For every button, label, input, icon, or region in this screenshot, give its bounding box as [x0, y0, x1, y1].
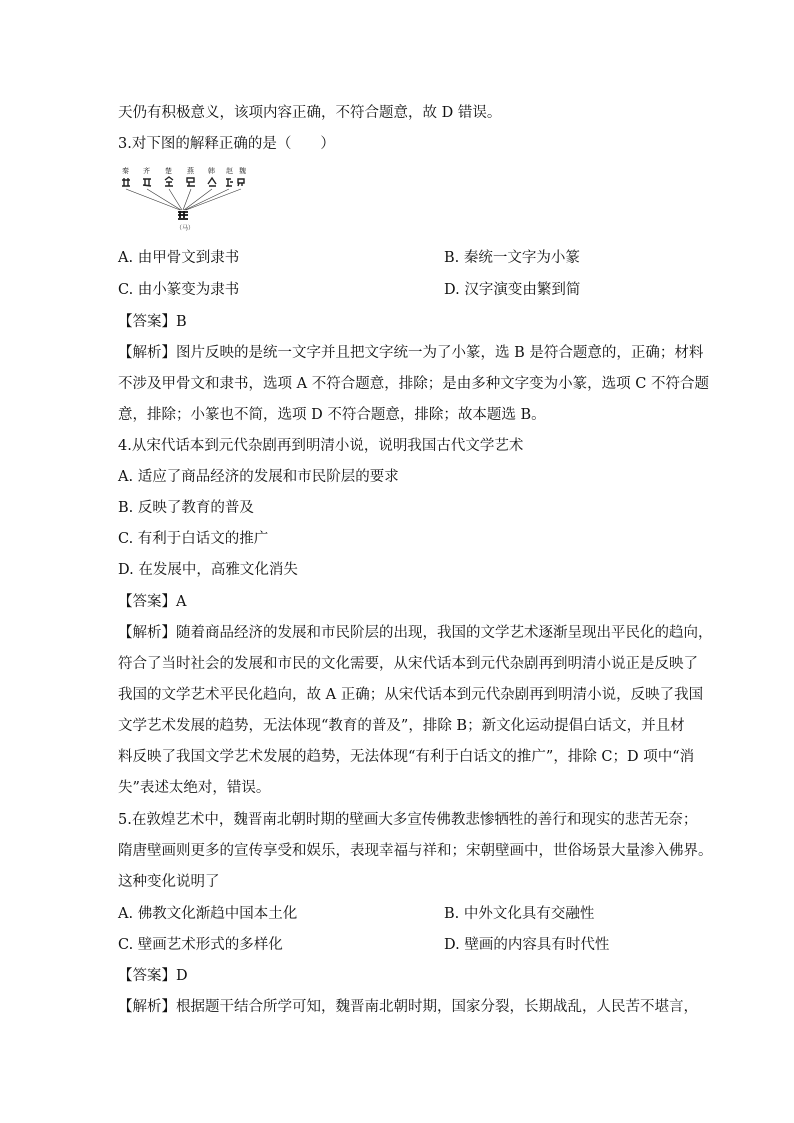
q3-explanation: 【解析】图片反映的是统一文字并且把文字统一为了小篆，选 B 是符合题意的，正确；材料: [118, 345, 704, 361]
q4-option-b: B. 反映了教育的普及: [118, 500, 254, 516]
state-label: 楚: [165, 167, 172, 175]
line-l0: 天仍有积极意义，该项内容正确，不符合题意，故 D 错误。: [118, 105, 502, 121]
q3-option-b: B. 秦统一文字为小篆: [444, 250, 580, 266]
q3-explanation: 意，排除；小篆也不简，选项 D 不符合题意，排除；故本题选 B。: [118, 407, 546, 423]
q4-explanation: 文学艺术发展的趋势，无法体现“教育的普及”，排除 B；新文化运动提倡白话文，并且材: [118, 718, 685, 734]
question-3: 3.对下图的解释正确的是（ ）: [118, 136, 335, 152]
q4-explanation: 我国的文学艺术平民化趋向，故 A 正确；从宋代话本到元代杂剧再到明清小说，反映了我国: [118, 687, 704, 703]
q3-option-a: A. 由甲骨文到隶书: [118, 250, 240, 266]
state-label: 齐: [143, 167, 150, 175]
state-label: 赵: [226, 167, 233, 175]
q4-option-d: D. 在发展中，高雅文化消失: [118, 562, 298, 578]
question-5: 5.在敦煌艺术中，魏晋南北朝时期的壁画大多宣传佛教悲惨牺牲的善行和现实的悲苦无奈；: [118, 812, 698, 828]
q5-option-b: B. 中外文化具有交融性: [444, 906, 595, 922]
q3-answer: 【答案】B: [118, 314, 187, 330]
ancient-horse-glyphs: [122, 177, 244, 186]
q5-answer: 【答案】D: [118, 968, 188, 984]
horse-character-figure: [118, 164, 248, 234]
q4-explanation: 符合了当时社会的发展和市民的文化需要，从宋代话本到元代杂剧再到明清小说正是反映了: [118, 656, 698, 672]
q5-option-a: A. 佛教文化渐趋中国本土化: [118, 906, 298, 922]
q5-option-c: C. 壁画艺术形式的多样化: [118, 937, 283, 953]
state-label: 魏: [239, 167, 246, 175]
q4-answer: 【答案】A: [118, 594, 187, 610]
state-label: 秦: [122, 167, 129, 175]
q4-explanation: 失”表述太绝对，错误。: [118, 780, 271, 796]
q4-option-a: A. 适应了商品经济的发展和市民阶层的要求: [118, 469, 399, 485]
center-label: （马）: [176, 225, 195, 232]
question-5: 这种变化说明了: [118, 874, 220, 890]
q3-explanation: 不涉及甲骨文和隶书，选项 A 不符合题意，排除；是由多种文字变为小篆，选项 C 不符合题: [118, 376, 709, 392]
q4-explanation: 【解析】随着商品经济的发展和市民阶层的出现，我国的文学艺术逐渐呈现出平民化的趋向，: [118, 625, 713, 641]
q5-option-d: D. 壁画的内容具有时代性: [444, 937, 610, 953]
q5-explanation: 【解析】根据题干结合所学可知，魏晋南北朝时期，国家分裂，长期战乱，人民苦不堪言，: [118, 999, 698, 1015]
seal-script-horse-glyph: [178, 211, 188, 219]
question-5: 隋唐壁画则更多的宣传享受和娱乐，表现幸福与祥和；宋朝壁画中，世俗场景大量渗入佛界。: [118, 843, 713, 859]
q4-option-c: C. 有利于白话文的推广: [118, 531, 269, 547]
question-4: 4.从宋代话本到元代杂剧再到明清小说，说明我国古代文学艺术: [118, 438, 524, 454]
state-label: 韩: [208, 167, 215, 175]
state-label: 燕: [187, 167, 194, 175]
q3-option-d: D. 汉字演变由繁到简: [444, 282, 581, 298]
connector-lines: [126, 189, 241, 210]
q4-explanation: 料反映了我国文学艺术发展的趋势，无法体现“有利于白话文的推广”，排除 C；D 项中“消: [118, 749, 695, 765]
q3-option-c: C. 由小篆变为隶书: [118, 282, 240, 298]
